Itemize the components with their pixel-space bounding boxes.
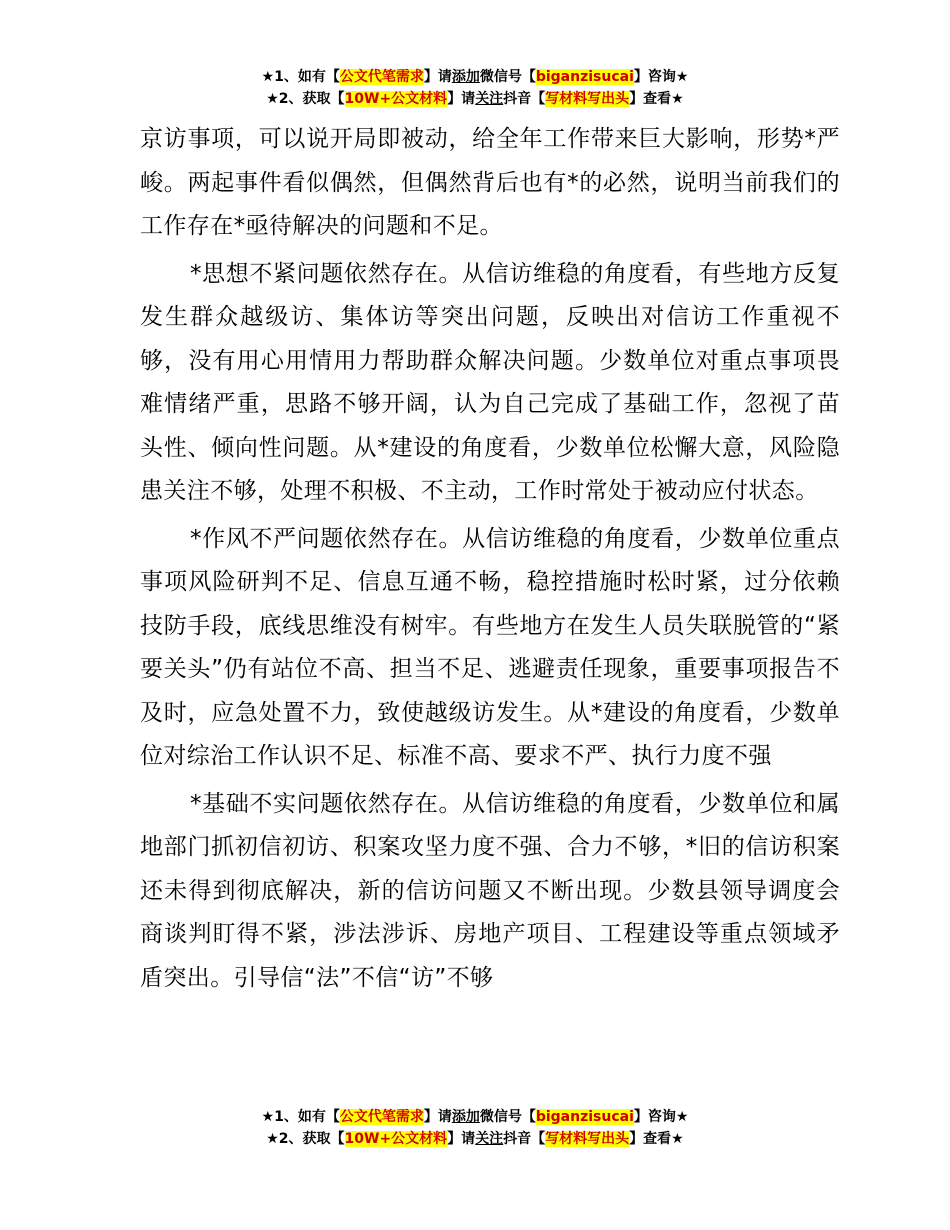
header-line-1 (0, 66, 950, 88)
header-line-1-suffix: 】咨询★ (633, 69, 689, 85)
header-line-2-prefix: ★2、获取【 (266, 91, 345, 107)
footer-line-2-mid2: 抖音【 (503, 1131, 546, 1147)
footer-line-2-mid: 】请 (447, 1131, 476, 1147)
footer-line-1-emph: 添加 (451, 1109, 480, 1125)
header-line-2-suffix: 】查看★ (629, 91, 684, 107)
footer-line-2-highlight-materials: 10W+公文材料 (344, 1131, 448, 1147)
paragraph-thinking: *思想不紧问题依然存在。从信访维稳的角度看，有些地方反复发生群众越级访、集体访等突出问题，反映出对信访工作重视不够，没有用心用情用力帮助群众解决问题。少数单位对重点事项畏难情绪严重，思路不够开阔，认为自己完成了基础工作，忽视了苗头性、倾向性问题。从*建设的角度看，少数单位松懈大意，风险隐患关注不够，处理不积极、不主动，工作时常处于被动应付状态。 (140, 260, 840, 504)
footer-line-1-highlight-wechat: biganzisucai (535, 1109, 634, 1125)
footer-line-1-highlight-service: 公文代笔需求 (339, 1109, 424, 1125)
footer-line-1-mid2: 微信号【 (479, 1109, 536, 1125)
header-line-1-highlight-wechat: biganzisucai (535, 69, 634, 85)
header-line-2-mid2: 抖音【 (503, 91, 546, 107)
header-line-1-emph: 添加 (451, 69, 480, 85)
footer-line-1-mid: 】请 (423, 1109, 452, 1125)
paragraph-foundation: *基础不实问题依然存在。从信访维稳的角度看，少数单位和属地部门抓初信初访、积案攻坚力度不强、合力不够，*旧的信访积案还未得到彻底解决，新的信访问题又不断出现。少数县领导调度会商谈判盯得不紧，涉法涉诉、房地产项目、工程建设等重点领域矛盾突出。引导信“法”不信“访”不够 (140, 790, 840, 991)
paragraph-style: *作风不严问题依然存在。从信访维稳的角度看，少数单位重点事项风险研判不足、信息互通不畅，稳控措施时松时紧，过分依赖技防手段，底线思维没有树牢。有些地方在发生人员失联脱管的“紧要关头”仍有站位不高、担当不足、逃避责任现象，重要事项报告不及时，应急处置不力，致使越级访发生。从*建设的角度看，少数单位对综治工作认识不足、标准不高、要求不严、执行力度不强 (140, 525, 840, 769)
header-line-2-mid: 】请 (447, 91, 476, 107)
footer-line-2-prefix: ★2、获取【 (266, 1131, 345, 1147)
header-line-2-highlight-materials: 10W+公文材料 (344, 91, 448, 107)
header-line-1-highlight-service: 公文代笔需求 (339, 69, 424, 85)
header-banner (0, 66, 950, 110)
header-line-2-highlight-douyin: 写材料写出头 (545, 91, 630, 107)
footer-line-1-suffix: 】咨询★ (633, 1109, 689, 1125)
footer-line-1-prefix: ★1、如有【 (261, 1109, 340, 1125)
footer-line-2-emph: 关注 (475, 1131, 504, 1147)
footer-banner (0, 1106, 950, 1150)
footer-line-2-suffix: 】查看★ (629, 1131, 684, 1147)
header-line-1-mid: 】请 (423, 69, 452, 85)
header-line-2-emph: 关注 (475, 91, 504, 107)
footer-line-2-highlight-douyin: 写材料写出头 (545, 1131, 630, 1147)
document-body (140, 118, 840, 1000)
header-line-1-mid2: 微信号【 (479, 69, 536, 85)
header-line-2 (0, 88, 950, 110)
header-line-1-prefix: ★1、如有【 (261, 69, 340, 85)
footer-line-2 (0, 1128, 950, 1150)
footer-line-1 (0, 1106, 950, 1128)
paragraph-continuation: 京访事项，可以说开局即被动，给全年工作带来巨大影响，形势*严峻。两起事件看似偶然，但偶然背后也有*的必然，说明当前我们的工作存在*亟待解决的问题和不足。 (140, 126, 840, 239)
